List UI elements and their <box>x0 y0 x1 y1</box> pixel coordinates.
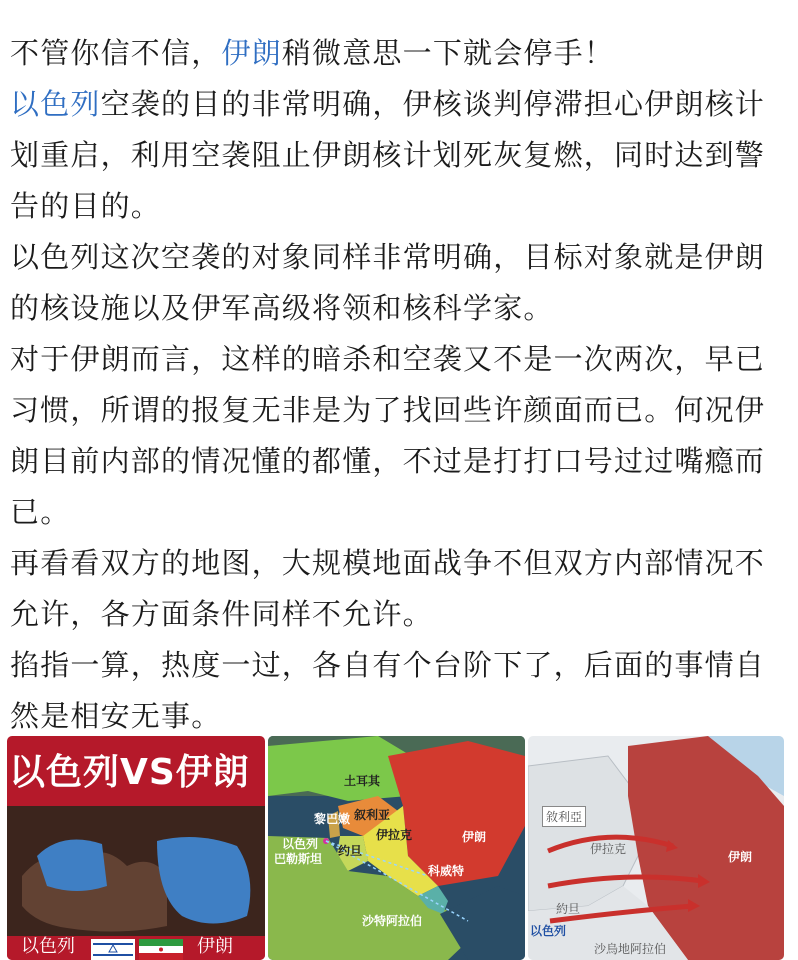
paragraph-text: 空袭的目的非常明确，伊核谈判停滞担心伊朗核计划重启，利用空袭阻止伊朗核计划死灰复燃，同时达到警告的目的。 <box>10 87 766 223</box>
map-label-saudi: 沙特阿拉伯 <box>362 914 423 928</box>
post-paragraph <box>10 232 790 334</box>
post-body <box>10 28 790 742</box>
map-label-iraq: 伊拉克 <box>376 828 413 842</box>
thumbnail-right-label: 伊朗 <box>197 936 233 957</box>
image-thumbnail-1[interactable] <box>7 736 265 960</box>
paragraph-text: 以色列这次空袭的对象同样非常明确，目标对象就是伊朗的核设施以及伊军高级将领和核科学家。 <box>10 240 766 325</box>
map-label-israel-2: 以色列 <box>530 924 567 938</box>
topic-link[interactable]: 以色列 <box>10 87 101 121</box>
map-label-kuwait: 科威特 <box>428 864 465 878</box>
map-label-palestine: 巴勒斯坦 <box>274 852 323 866</box>
thumbnail-left-label: 以色列 <box>21 936 75 957</box>
image-gallery <box>7 736 784 960</box>
map-label-syria-2: 敘利亞 <box>542 806 586 827</box>
map-label-lebanon: 黎巴嫩 <box>314 812 351 826</box>
paragraph-text: 掐指一算，热度一过，各自有个台阶下了，后面的事情自然是相安无事。 <box>10 648 766 733</box>
paragraph-text: 对于伊朗而言，这样的暗杀和空袭又不是一次两次，早已习惯，所谓的报复无非是为了找回些许颜面而已。何况伊朗目前内部的情况懂的都懂，不过是打打口号过过嘴瘾而已。 <box>10 342 766 529</box>
post-paragraph <box>10 28 790 79</box>
paragraph-text: 稍微意思一下就会停手！ <box>281 36 615 70</box>
map-label-iraq-2: 伊拉克 <box>590 842 627 856</box>
post-paragraph <box>10 538 790 640</box>
image-thumbnail-3[interactable] <box>528 736 784 960</box>
post-paragraph <box>10 79 790 232</box>
post-paragraph <box>10 640 790 742</box>
map-label-jordan-2: 約旦 <box>556 902 581 916</box>
image-thumbnail-2[interactable] <box>268 736 525 960</box>
map-label-turkey: 土耳其 <box>344 774 381 788</box>
post-paragraph <box>10 334 790 538</box>
map-label-iran-2: 伊朗 <box>728 850 753 864</box>
thumbnail-title: 以色列VS伊朗 <box>9 752 250 793</box>
paragraph-text: 再看看双方的地图，大规模地面战争不但双方内部情况不允许，各方面条件同样不允许。 <box>10 546 766 631</box>
topic-link[interactable]: 伊朗 <box>221 36 282 70</box>
map-label-syria: 叙利亚 <box>354 808 391 822</box>
map-label-saudi-2: 沙烏地阿拉伯 <box>594 942 667 956</box>
map-label-jordan: 约旦 <box>338 844 363 858</box>
map-label-iran: 伊朗 <box>462 830 487 844</box>
map-label-israel: 以色列 <box>282 837 319 851</box>
paragraph-text: 不管你信不信， <box>10 36 222 70</box>
